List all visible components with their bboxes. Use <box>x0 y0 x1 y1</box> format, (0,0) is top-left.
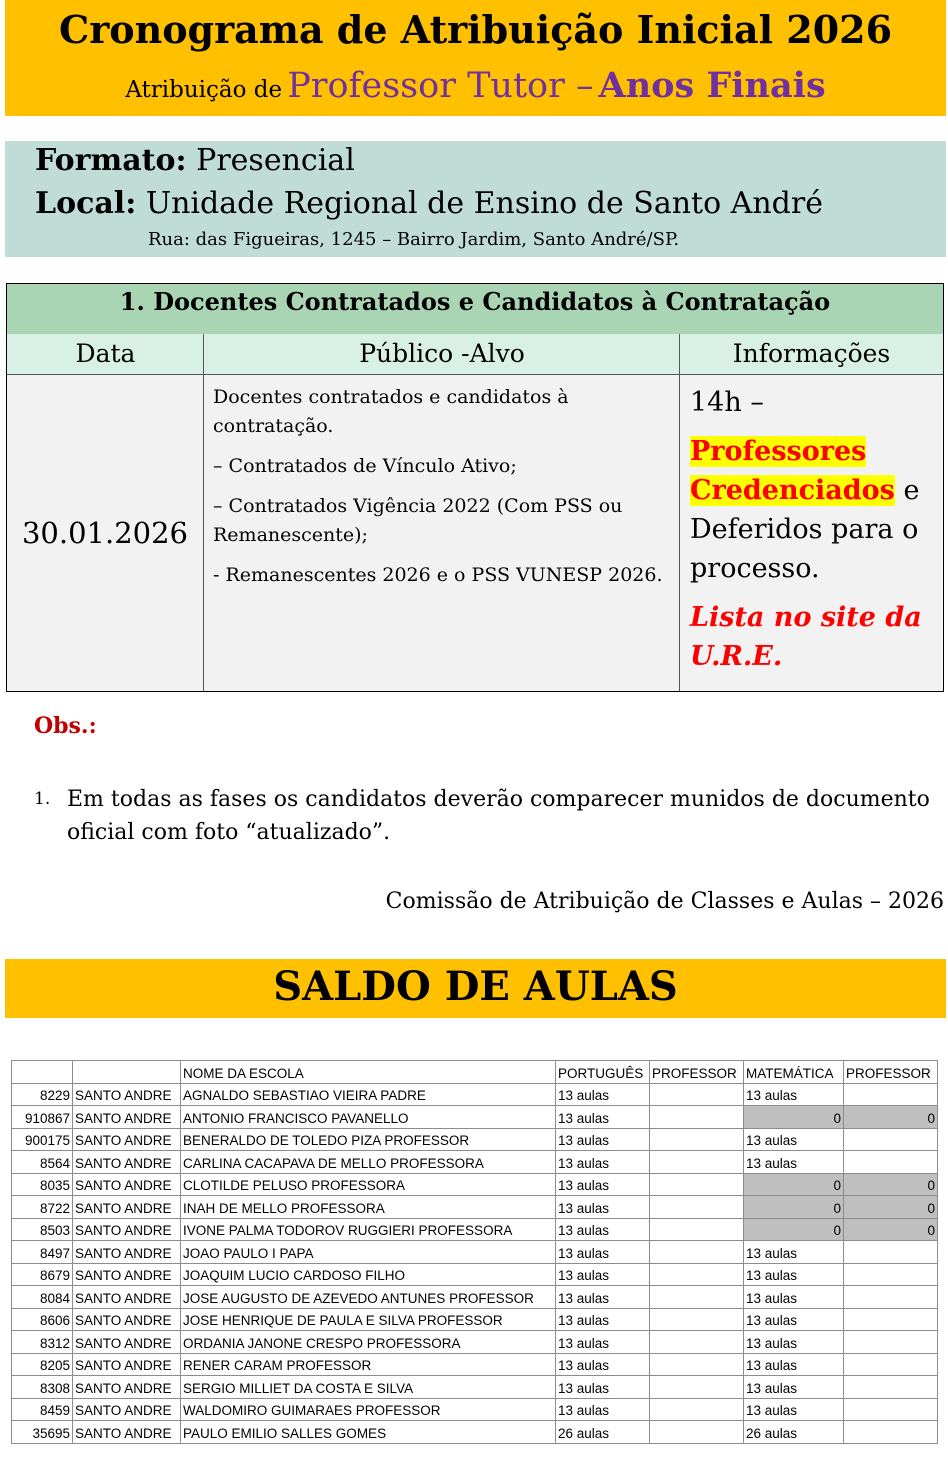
city-cell: SANTO ANDRE <box>73 1083 181 1106</box>
info-list-note: Lista no site da U.R.E. <box>690 602 922 672</box>
professor-cell <box>650 1241 744 1264</box>
portugues-cell: 13 aulas <box>556 1128 650 1151</box>
professor-cell <box>844 1263 938 1286</box>
obs-label: Obs.: <box>34 713 97 739</box>
header-cell <box>73 1061 181 1084</box>
matematica-cell: 0 <box>744 1196 844 1219</box>
info-time: 14h – <box>690 387 764 418</box>
professor-cell <box>844 1151 938 1174</box>
school-code-cell: 900175 <box>12 1128 73 1151</box>
matematica-cell: 13 aulas <box>744 1308 844 1331</box>
city-cell: SANTO ANDRE <box>73 1376 181 1399</box>
schedule-table <box>6 283 944 692</box>
signature: Comissão de Atribuição de Classes e Aulas – 2026 <box>385 889 944 914</box>
portugues-cell: 13 aulas <box>556 1331 650 1354</box>
header-cell: PROFESSOR <box>844 1061 938 1084</box>
school-name-cell: ORDANIA JANONE CRESPO PROFESSORA <box>181 1331 556 1354</box>
school-code-cell: 8679 <box>12 1263 73 1286</box>
matematica-cell: 13 aulas <box>744 1083 844 1106</box>
local-label: Local: <box>35 186 137 221</box>
city-cell: SANTO ANDRE <box>73 1353 181 1376</box>
school-code-cell: 8722 <box>12 1196 73 1219</box>
school-code-cell: 35695 <box>12 1421 73 1444</box>
format-label: Formato: <box>35 143 187 178</box>
portugues-cell: 13 aulas <box>556 1083 650 1106</box>
table-row <box>12 1331 938 1354</box>
school-code-cell: 8497 <box>12 1241 73 1264</box>
schedule-publico <box>204 375 679 691</box>
school-code-cell: 8564 <box>12 1151 73 1174</box>
professor-cell: 0 <box>844 1173 938 1196</box>
professor-cell <box>650 1083 744 1106</box>
publico-line: Docentes contratados e candidatos à contratação. <box>213 386 569 437</box>
table-row <box>12 1286 938 1309</box>
city-cell: SANTO ANDRE <box>73 1173 181 1196</box>
city-cell: SANTO ANDRE <box>73 1263 181 1286</box>
header-cell: PROFESSOR <box>650 1061 744 1084</box>
city-cell: SANTO ANDRE <box>73 1106 181 1129</box>
saldo-title: SALDO DE AULAS <box>5 959 946 1018</box>
school-name-cell: JOSE AUGUSTO DE AZEVEDO ANTUNES PROFESSOR <box>181 1286 556 1309</box>
professor-cell <box>650 1173 744 1196</box>
school-name-cell: SERGIO MILLIET DA COSTA E SILVA <box>181 1376 556 1399</box>
table-row <box>12 1353 938 1376</box>
professor-cell <box>650 1196 744 1219</box>
school-name-cell: WALDOMIRO GUIMARAES PROFESSOR <box>181 1398 556 1421</box>
table-row <box>12 1218 938 1241</box>
professor-cell: 0 <box>844 1218 938 1241</box>
portugues-cell: 13 aulas <box>556 1353 650 1376</box>
professor-cell <box>844 1308 938 1331</box>
city-cell: SANTO ANDRE <box>73 1241 181 1264</box>
header-banner <box>5 0 946 116</box>
obs-item <box>34 783 946 849</box>
portugues-cell: 13 aulas <box>556 1308 650 1331</box>
school-name-cell: JOAQUIM LUCIO CARDOSO FILHO <box>181 1263 556 1286</box>
school-code-cell: 8205 <box>12 1353 73 1376</box>
city-cell: SANTO ANDRE <box>73 1196 181 1219</box>
school-name-cell: RENER CARAM PROFESSOR <box>181 1353 556 1376</box>
local-line <box>35 184 823 224</box>
matematica-cell: 0 <box>744 1106 844 1129</box>
professor-cell <box>650 1353 744 1376</box>
portugues-cell: 13 aulas <box>556 1218 650 1241</box>
professor-cell: 0 <box>844 1106 938 1129</box>
subtitle-main: Professor Tutor – <box>287 66 594 106</box>
table-row <box>12 1308 938 1331</box>
subtitle-bold: Anos Finais <box>598 65 826 106</box>
city-cell: SANTO ANDRE <box>73 1151 181 1174</box>
address: Rua: das Figueiras, 1245 – Bairro Jardim, Santo André/SP. <box>148 229 680 250</box>
portugues-cell: 13 aulas <box>556 1196 650 1219</box>
school-code-cell: 8606 <box>12 1308 73 1331</box>
format-line <box>35 141 355 181</box>
professor-cell <box>844 1398 938 1421</box>
school-code-cell: 8229 <box>12 1083 73 1106</box>
page-title: Cronograma de Atribuição Inicial 2026 <box>58 7 893 52</box>
school-name-cell: BENERALDO DE TOLEDO PIZA PROFESSOR <box>181 1128 556 1151</box>
info-rest: e Deferidos para o processo. <box>690 475 920 584</box>
header-cell <box>12 1061 73 1084</box>
school-name-cell: INAH DE MELLO PROFESSORA <box>181 1196 556 1219</box>
matematica-cell: 0 <box>744 1173 844 1196</box>
school-code-cell: 8084 <box>12 1286 73 1309</box>
city-cell: SANTO ANDRE <box>73 1308 181 1331</box>
school-code-cell: 910867 <box>12 1106 73 1129</box>
table-row <box>12 1128 938 1151</box>
city-cell: SANTO ANDRE <box>73 1286 181 1309</box>
publico-line: – Contratados Vigência 2022 (Com PSS ou Remanescente); <box>213 495 623 546</box>
professor-cell <box>650 1308 744 1331</box>
matematica-cell: 13 aulas <box>744 1128 844 1151</box>
saldo-table <box>11 1060 938 1444</box>
school-name-cell: CLOTILDE PELUSO PROFESSORA <box>181 1173 556 1196</box>
school-name-cell: PAULO EMILIO SALLES GOMES <box>181 1421 556 1444</box>
school-name-cell: CARLINA CACAPAVA DE MELLO PROFESSORA <box>181 1151 556 1174</box>
header-cell: MATEMÁTICA <box>744 1061 844 1084</box>
obs-item-number: 1. <box>34 789 51 809</box>
professor-cell <box>844 1421 938 1444</box>
school-name-cell: AGNALDO SEBASTIAO VIEIRA PADRE <box>181 1083 556 1106</box>
schedule-info <box>680 375 943 691</box>
obs-item-text: Em todas as fases os candidatos deverão comparecer munidos de documento oficial com foto “atualizado”. <box>67 787 930 845</box>
portugues-cell: 13 aulas <box>556 1241 650 1264</box>
professor-cell <box>650 1151 744 1174</box>
header-cell: PORTUGUÊS <box>556 1061 650 1084</box>
portugues-cell: 13 aulas <box>556 1263 650 1286</box>
portugues-cell: 13 aulas <box>556 1151 650 1174</box>
matematica-cell: 13 aulas <box>744 1376 844 1399</box>
professor-cell <box>844 1128 938 1151</box>
publico-line: – Contratados de Vínculo Ativo; <box>213 455 517 477</box>
matematica-cell: 13 aulas <box>744 1151 844 1174</box>
school-code-cell: 8035 <box>12 1173 73 1196</box>
city-cell: SANTO ANDRE <box>73 1398 181 1421</box>
portugues-cell: 13 aulas <box>556 1376 650 1399</box>
local-value: Unidade Regional de Ensino de Santo André <box>145 186 823 221</box>
format-value: Presencial <box>196 143 355 178</box>
col-header-publico: Público -Alvo <box>204 334 680 375</box>
school-code-cell: 8503 <box>12 1218 73 1241</box>
portugues-cell: 13 aulas <box>556 1398 650 1421</box>
portugues-cell: 13 aulas <box>556 1106 650 1129</box>
school-name-cell: ANTONIO FRANCISCO PAVANELLO <box>181 1106 556 1129</box>
professor-cell <box>650 1286 744 1309</box>
matematica-cell: 26 aulas <box>744 1421 844 1444</box>
school-code-cell: 8312 <box>12 1331 73 1354</box>
professor-cell <box>844 1241 938 1264</box>
table-row <box>12 1173 938 1196</box>
page-subtitle <box>5 64 946 114</box>
portugues-cell: 13 aulas <box>556 1286 650 1309</box>
professor-cell <box>650 1218 744 1241</box>
school-name-cell: JOSE HENRIQUE DE PAULA E SILVA PROFESSOR <box>181 1308 556 1331</box>
schedule-title: 1. Docentes Contratados e Candidatos à Contratação <box>7 284 943 335</box>
matematica-cell: 13 aulas <box>744 1286 844 1309</box>
city-cell: SANTO ANDRE <box>73 1218 181 1241</box>
portugues-cell: 26 aulas <box>556 1421 650 1444</box>
professor-cell <box>650 1376 744 1399</box>
professor-cell <box>650 1331 744 1354</box>
info-highlight-2: Credenciados <box>690 475 895 506</box>
table-row <box>12 1263 938 1286</box>
table-row <box>12 1376 938 1399</box>
matematica-cell: 13 aulas <box>744 1263 844 1286</box>
publico-line: - Remanescentes 2026 e o PSS VUNESP 2026. <box>213 564 663 586</box>
portugues-cell: 13 aulas <box>556 1173 650 1196</box>
professor-cell <box>650 1128 744 1151</box>
professor-cell: 0 <box>844 1196 938 1219</box>
matematica-cell: 13 aulas <box>744 1331 844 1354</box>
table-row <box>12 1421 938 1444</box>
school-code-cell: 8308 <box>12 1376 73 1399</box>
table-row <box>12 1106 938 1129</box>
info-text <box>690 432 935 588</box>
professor-cell <box>844 1286 938 1309</box>
matematica-cell: 0 <box>744 1218 844 1241</box>
header-cell: NOME DA ESCOLA <box>181 1061 556 1084</box>
professor-cell <box>844 1331 938 1354</box>
school-name-cell: JOAO PAULO I PAPA <box>181 1241 556 1264</box>
professor-cell <box>650 1421 744 1444</box>
table-row <box>12 1083 938 1106</box>
table-row <box>12 1151 938 1174</box>
table-row <box>12 1241 938 1264</box>
school-code-cell: 8459 <box>12 1398 73 1421</box>
professor-cell <box>650 1398 744 1421</box>
professor-cell <box>844 1083 938 1106</box>
matematica-cell: 13 aulas <box>744 1398 844 1421</box>
city-cell: SANTO ANDRE <box>73 1421 181 1444</box>
professor-cell <box>650 1106 744 1129</box>
table-header-row <box>12 1061 938 1084</box>
location-box <box>5 141 946 257</box>
professor-cell <box>650 1263 744 1286</box>
school-name-cell: IVONE PALMA TODOROV RUGGIERI PROFESSORA <box>181 1218 556 1241</box>
matematica-cell: 13 aulas <box>744 1241 844 1264</box>
professor-cell <box>844 1353 938 1376</box>
table-row <box>12 1398 938 1421</box>
table-row <box>12 1196 938 1219</box>
info-highlight-1: Professores <box>690 436 867 467</box>
col-header-data: Data <box>7 334 204 375</box>
city-cell: SANTO ANDRE <box>73 1331 181 1354</box>
schedule-date: 30.01.2026 <box>7 375 203 691</box>
professor-cell <box>844 1376 938 1399</box>
subtitle-prefix: Atribuição de <box>125 77 283 103</box>
col-header-info: Informações <box>680 334 943 375</box>
matematica-cell: 13 aulas <box>744 1353 844 1376</box>
city-cell: SANTO ANDRE <box>73 1128 181 1151</box>
